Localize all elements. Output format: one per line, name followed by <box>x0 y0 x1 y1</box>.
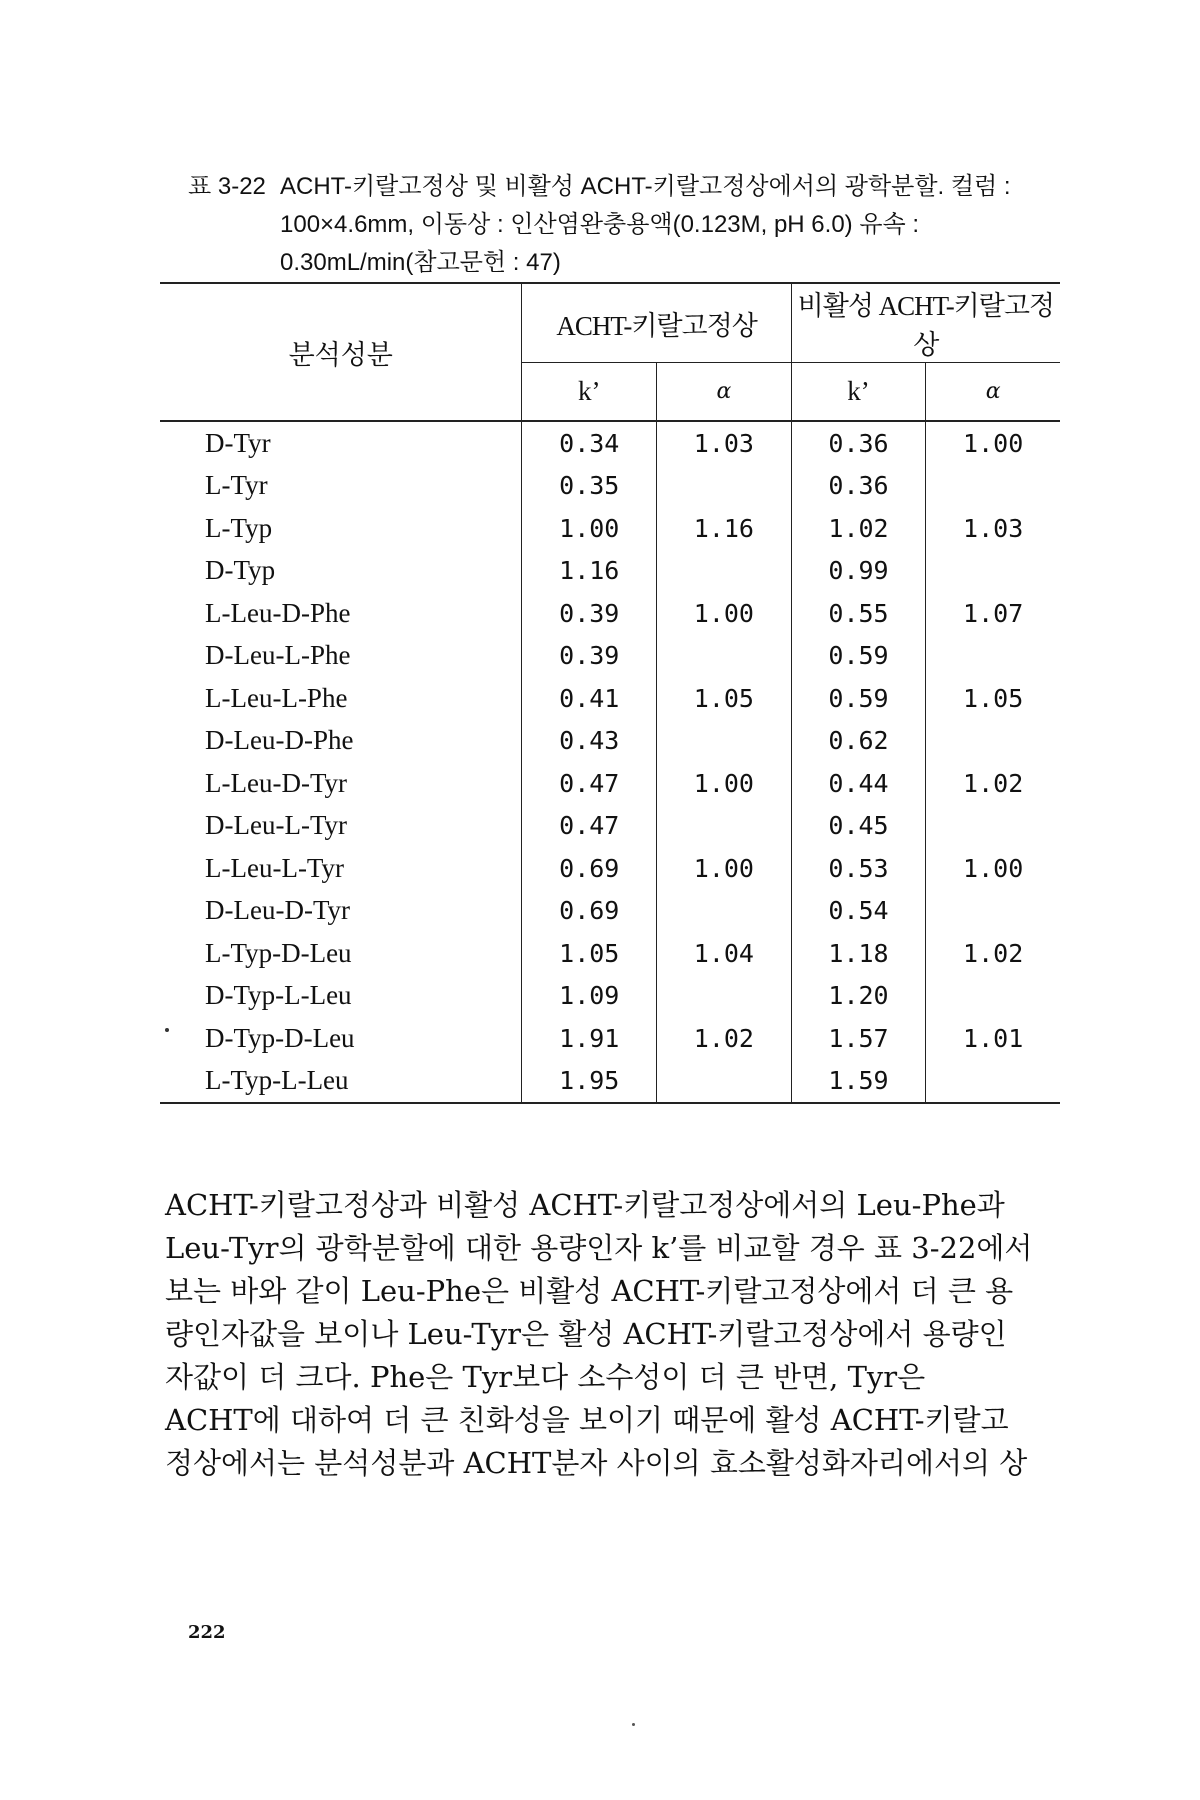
cell-analyte: D-Typ-L-Leu <box>205 980 352 1011</box>
cell-k1: 1.09 <box>522 975 657 1018</box>
cell-k2: 0.44 <box>791 762 926 805</box>
page-number: 222 <box>188 1622 226 1643</box>
cell-a2: 1.02 <box>926 932 1060 975</box>
cell-a1 <box>657 1060 792 1104</box>
table-row <box>160 592 1060 635</box>
cell-a1 <box>657 465 792 508</box>
cell-a2: 1.03 <box>926 507 1060 550</box>
cell-k1: 0.47 <box>522 762 657 805</box>
table-row <box>160 507 1060 550</box>
body-line: 량인자값을 보이나 Leu-Tyr은 활성 ACHT-키랄고정상에서 용량인 <box>165 1317 1007 1351</box>
table-row <box>160 1017 1060 1060</box>
cell-analyte: L-Typ <box>205 512 273 543</box>
cell-a2 <box>926 550 1060 593</box>
table-row <box>160 677 1060 720</box>
cell-a2: 1.05 <box>926 677 1060 720</box>
cell-a2 <box>926 805 1060 848</box>
cell-k1: 1.00 <box>522 507 657 550</box>
cell-analyte: L-Tyr <box>205 470 268 501</box>
cell-analyte: D-Leu-L-Phe <box>205 640 351 671</box>
table-row <box>160 465 1060 508</box>
body-line: Leu-Tyr의 광학분할에 대한 용량인자 k’를 비교할 경우 표 3-22에서 <box>165 1231 1033 1265</box>
cell-k2: 0.53 <box>791 847 926 890</box>
cell-k2: 0.36 <box>791 465 926 508</box>
cell-k2: 1.57 <box>791 1017 926 1060</box>
table-row <box>160 762 1060 805</box>
caption-text: ACHT-키랄고정상 및 비활성 ACHT-키랄고정상에서의 광학분할. 컬럼 : 100×4.6mm, 이동상 : 인산염완충용액(0.123M, pH 6.0) 유속 : 0.30mL/min(참고문헌 : 47) <box>280 173 1011 276</box>
table-row <box>160 932 1060 975</box>
cell-a1: 1.00 <box>657 762 792 805</box>
body-line: ACHT-키랄고정상과 비활성 ACHT-키랄고정상에서의 Leu-Phe과 <box>165 1188 1005 1222</box>
cell-k2: 0.55 <box>791 592 926 635</box>
table-row <box>160 847 1060 890</box>
cell-k1: 1.05 <box>522 932 657 975</box>
cell-k1: 0.39 <box>522 592 657 635</box>
cell-analyte: D-Leu-D-Tyr <box>205 895 351 926</box>
cell-a1: 1.04 <box>657 932 792 975</box>
body-line: ACHT에 대하여 더 큰 친화성을 보이기 때문에 활성 ACHT-키랄고 <box>165 1403 1009 1437</box>
cell-analyte: D-Typ <box>205 555 276 586</box>
cell-analyte: D-Typ-D-Leu <box>205 1022 355 1053</box>
cell-k1: 0.69 <box>522 890 657 933</box>
cell-k2: 1.20 <box>791 975 926 1018</box>
header-achT-phase: ACHT-키랄고정상 <box>522 283 791 363</box>
table-row <box>160 975 1060 1018</box>
cell-k1: 1.16 <box>522 550 657 593</box>
cell-a1 <box>657 550 792 593</box>
cell-k1: 1.95 <box>522 1060 657 1104</box>
cell-analyte: D-Tyr <box>205 427 271 458</box>
optical-resolution-table <box>160 282 1060 1104</box>
table-row <box>160 550 1060 593</box>
cell-k2: 1.18 <box>791 932 926 975</box>
cell-k2: 0.45 <box>791 805 926 848</box>
cell-a1: 1.05 <box>657 677 792 720</box>
cell-analyte: L-Leu-L-Phe <box>205 682 348 713</box>
table-row <box>160 421 1060 465</box>
table-row <box>160 720 1060 763</box>
cell-a1 <box>657 805 792 848</box>
cell-analyte: L-Leu-L-Tyr <box>205 852 345 883</box>
header-inactive-phase: 비활성 ACHT-키랄고정상 <box>791 283 1060 363</box>
cell-a1 <box>657 720 792 763</box>
cell-k1: 0.39 <box>522 635 657 678</box>
body-line: 자값이 더 크다. Phe은 Tyr보다 소수성이 더 큰 반면, Tyr은 <box>165 1360 926 1394</box>
cell-a2 <box>926 975 1060 1018</box>
table-row <box>160 1060 1060 1104</box>
cell-k2: 1.59 <box>791 1060 926 1104</box>
cell-k1: 1.91 <box>522 1017 657 1060</box>
scan-speck <box>632 1723 635 1726</box>
cell-a2: 1.07 <box>926 592 1060 635</box>
caption-label: 표 3-22 <box>188 173 266 200</box>
cell-a1 <box>657 890 792 933</box>
cell-a2 <box>926 720 1060 763</box>
table-header-row-1 <box>160 283 1060 363</box>
cell-a2 <box>926 635 1060 678</box>
cell-analyte: L-Leu-D-Phe <box>205 597 351 628</box>
cell-analyte: D-Leu-L-Tyr <box>205 810 348 841</box>
body-line: 보는 바와 같이 Leu-Phe은 비활성 ACHT-키랄고정상에서 더 큰 용 <box>165 1274 1014 1308</box>
body-line: 정상에서는 분석성분과 ACHT분자 사이의 효소활성화자리에서의 상 <box>165 1446 1028 1480</box>
cell-k1: 0.69 <box>522 847 657 890</box>
cell-k1: 0.43 <box>522 720 657 763</box>
header-alpha-1: α <box>657 363 792 422</box>
table-row <box>160 635 1060 678</box>
cell-a1 <box>657 975 792 1018</box>
cell-a2 <box>926 465 1060 508</box>
cell-k2: 0.36 <box>791 421 926 465</box>
cell-a2: 1.00 <box>926 847 1060 890</box>
table-row <box>160 890 1060 933</box>
cell-k2: 0.59 <box>791 677 926 720</box>
table-row <box>160 805 1060 848</box>
cell-a2 <box>926 890 1060 933</box>
cell-analyte: L-Leu-D-Tyr <box>205 767 348 798</box>
cell-a1 <box>657 635 792 678</box>
cell-k2: 0.62 <box>791 720 926 763</box>
cell-k2: 1.02 <box>791 507 926 550</box>
cell-a2: 1.01 <box>926 1017 1060 1060</box>
cell-analyte: L-Typ-L-Leu <box>205 1065 349 1096</box>
margin-dot <box>165 1028 169 1032</box>
header-analyte: 분석성분 <box>288 339 393 370</box>
header-alpha-2: α <box>926 363 1060 422</box>
cell-a2: 1.02 <box>926 762 1060 805</box>
cell-a2 <box>926 1060 1060 1104</box>
header-k-1: k’ <box>522 363 657 422</box>
cell-k1: 0.41 <box>522 677 657 720</box>
cell-k2: 0.54 <box>791 890 926 933</box>
cell-a2: 1.00 <box>926 421 1060 465</box>
cell-a1: 1.02 <box>657 1017 792 1060</box>
cell-k1: 0.34 <box>522 421 657 465</box>
cell-analyte: L-Typ-D-Leu <box>205 937 352 968</box>
cell-a1: 1.00 <box>657 592 792 635</box>
cell-k2: 0.59 <box>791 635 926 678</box>
cell-k1: 0.47 <box>522 805 657 848</box>
cell-a1: 1.00 <box>657 847 792 890</box>
body-paragraph <box>165 1184 1065 1485</box>
cell-a1: 1.16 <box>657 507 792 550</box>
header-k-2: k’ <box>791 363 926 422</box>
table-caption <box>188 168 1068 282</box>
cell-k1: 0.35 <box>522 465 657 508</box>
cell-analyte: D-Leu-D-Phe <box>205 725 354 756</box>
cell-k2: 0.99 <box>791 550 926 593</box>
cell-a1: 1.03 <box>657 421 792 465</box>
